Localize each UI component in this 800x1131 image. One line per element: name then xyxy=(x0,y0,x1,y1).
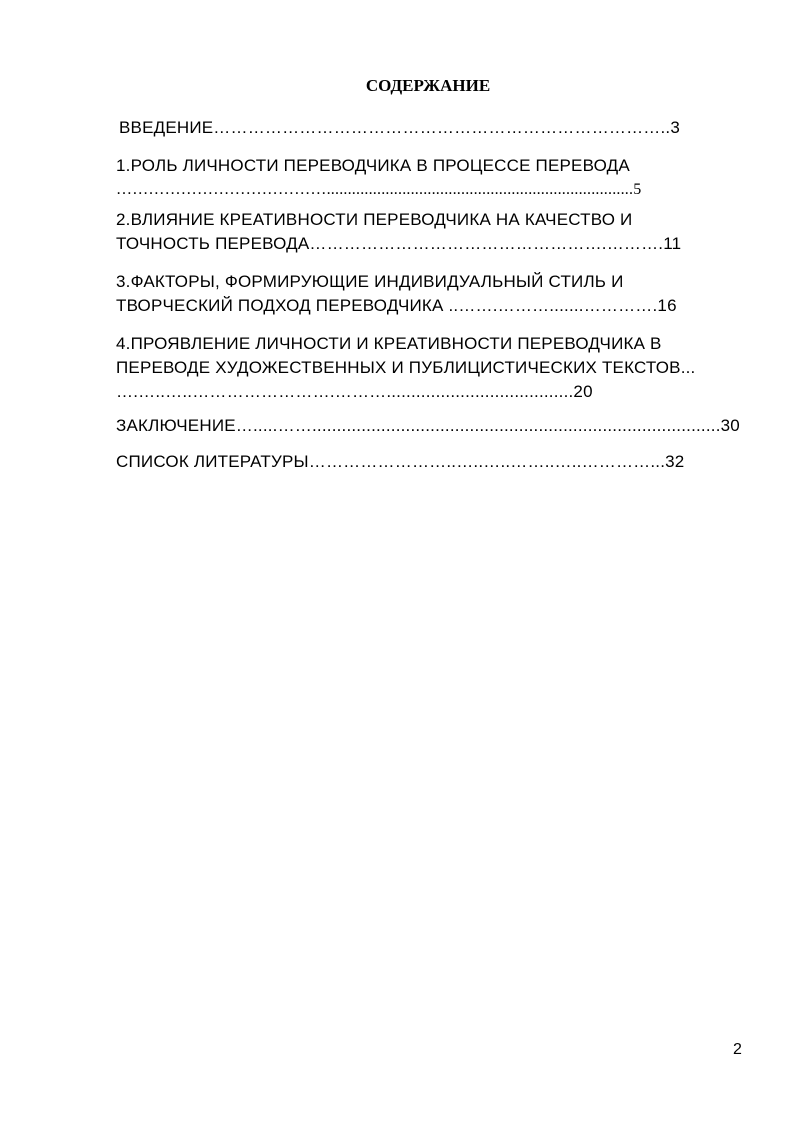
toc-entry-line: ЗАКЛЮЧЕНИЕ….....……...................................................................................30 xyxy=(116,416,740,435)
toc-entry-chapter-1 xyxy=(116,154,641,202)
toc-entry-line: 2.ВЛИЯНИЕ КРЕАТИВНОСТИ ПЕРЕВОДЧИКА НА КАЧЕСТВО И xyxy=(116,210,633,229)
toc-entry-line: 3.ФАКТОРЫ, ФОРМИРУЮЩИЕ ИНДИВИДУАЛЬНЫЙ СТИЛЬ И xyxy=(116,272,624,291)
toc-entry-line: ТВОРЧЕСКИЙ ПОДХОД ПЕРЕВОДЧИКА ..…….……….......………….16 xyxy=(116,296,677,315)
toc-entry-line: 1.РОЛЬ ЛИЧНОСТИ ПЕРЕВОДЧИКА В ПРОЦЕССЕ ПЕРЕВОДА xyxy=(116,156,630,175)
page-title: СОДЕРЖАНИЕ xyxy=(365,76,491,95)
toc-entry-chapter-3 xyxy=(116,270,677,318)
toc-entry-line: СПИСОК ЛИТЕРАТУРЫ……………………..…..…..……..…..…………...32 xyxy=(116,452,685,471)
toc-entry-line: ВВЕДЕНИЕ……………………………………………………………………..3 xyxy=(119,118,681,137)
toc-entry-line: ………………………………….........................................................................5 xyxy=(116,181,642,198)
toc-entry-references xyxy=(116,450,684,474)
toc-entry-line: ТОЧНОСТЬ ПЕРЕВОДА…………………………………………….……….11 xyxy=(116,234,682,253)
toc-entry-line: 4.ПРОЯВЛЕНИЕ ЛИЧНОСТИ И КРЕАТИВНОСТИ ПЕРЕВОДЧИКА В xyxy=(116,334,662,353)
toc-entry-conclusion xyxy=(116,414,740,438)
toc-entry-chapter-4 xyxy=(116,332,695,404)
toc-entry-line: ….…..…..…………………….………......................................20 xyxy=(116,382,593,401)
page-number: 2 xyxy=(733,1041,742,1058)
toc-entry-chapter-2 xyxy=(116,208,681,256)
toc-entry-line: ПЕРЕВОДЕ ХУДОЖЕСТВЕННЫХ И ПУБЛИЦИСТИЧЕСКИХ ТЕКСТОВ... xyxy=(116,358,696,377)
toc-entry-introduction xyxy=(119,116,680,140)
